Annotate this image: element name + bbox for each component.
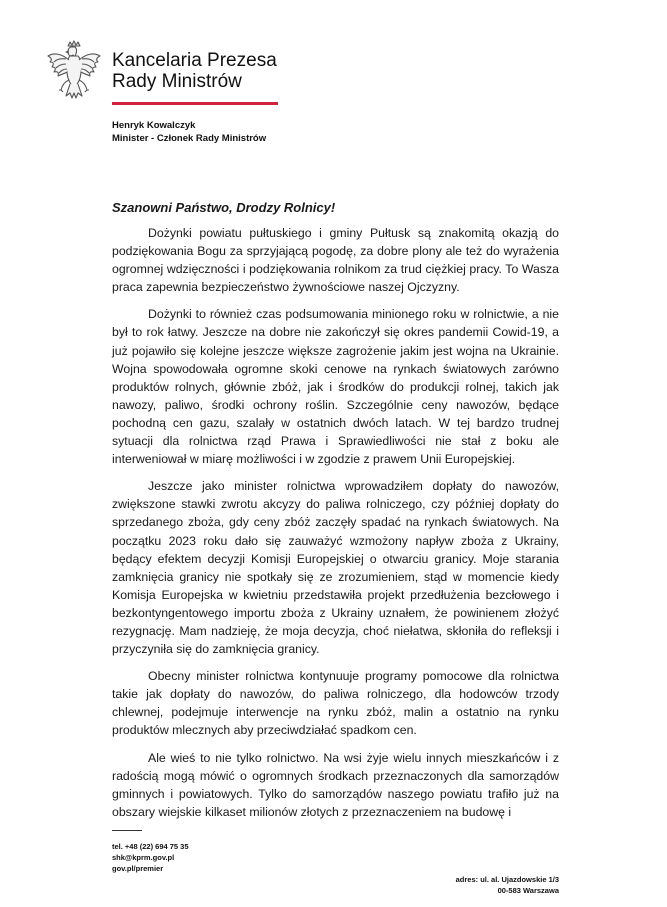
institution-line-1: Kancelaria Prezesa	[112, 50, 277, 71]
footer-address	[456, 874, 559, 896]
address-line-2: 00-583 Warszawa	[497, 886, 559, 895]
signer-name: Henryk Kowalczyk	[112, 120, 196, 131]
signer-block	[112, 119, 266, 145]
signer-title: Minister - Członek Rady Ministrów	[112, 133, 267, 144]
footer-divider	[112, 830, 142, 831]
paragraph-1: Dożynki powiatu pułtuskiego i gminy Pułtusk są znakomitą okazją do podziękowania Bogu za sprzyjającą pogodę, za dobre plony ale też do wyrażenia ogromnej wdzięczności i podziękowania rolnikom za trud ciężkiej pracy. To Wasza praca zapewnia bezpieczeństwo żywnościowe naszej Ojczyzny.	[112, 226, 559, 295]
paragraph-3: Jeszcze jako minister rolnictwa wprowadziłem dopłaty do nawozów, zwiększone stawki zwrotu akcyzy do paliwa rolniczego, czy później dopłaty do sprzedanego zboża, gdy ceny zbóż zaczęły spadać na rynkach światowych. Na początku 2023 roku dało się zauważyć wzmożony napływ zboża z Ukrainy, będący efektem decyzji Komisji Europejskiej o otwarciu granicy. Moje starania zamknięcia granicy nie spotkały się ze zrozumieniem, stąd w momencie kiedy Komisja Europejska w kwietniu przedstawiła projekt przedłużenia bezcłowego i bezkontyngentowego importu zboża z Ukrainy uznałem, że powinienem złożyć rezygnację. Mam nadzieję, że moja decyzja, choć niełatwa, skłoniła do refleksji i przyczyniła się do zamknięcia granicy.	[112, 479, 559, 657]
footer-phone: tel. +48 (22) 694 75 35	[112, 842, 189, 851]
footer-contact	[112, 841, 189, 874]
paragraph-2: Dożynki to również czas podsumowania minionego roku w rolnictwie, a nie był to rok łatwy. Jeszcze na dobre nie zakończył się okres pandemii Cowid-19, a już pojawiło się kolejne jeszcze większe zagrożenie jakim jest wojna na Ukrainie. Wojna spowodowała ogromne skoki cenowe na rynkach światowych zarówno produktów rolnych, głównie zbóż, jak i środków do produkcji rolnej, takich jak nawozy, paliwo, środki ochrony roślin. Szczególnie ceny nawozów, będące pochodną cen gazu, szalały w ostatnich dwóch latach. W tej bardzo trudnej sytuacji dla rolnictwa rząd Prawa i Sprawiedliwości nie stał z boku ale interweniował w miarę możliwości i w zgodzie z prawem Unii Europejskiej.	[112, 307, 559, 467]
address-line-1: adres: ul. al. Ujazdowskie 1/3	[455, 875, 559, 884]
paragraph-4: Obecny minister rolnictwa kontynuuje programy pomocowe dla rolnictwa takie jak dopłaty do nawozów, do paliwa rolniczego, dla hodowców trzody chlewnej, podejmuje interwencje na rynku zbóż, malin a ostatnio na rynku produktów mlecznych aby przeciwdziałać spadkom cen.	[112, 669, 559, 738]
institution-name	[112, 50, 277, 92]
header-accent-line	[112, 102, 278, 105]
letter-body	[112, 224, 559, 830]
institution-line-2: Rady Ministrów	[112, 71, 242, 92]
letter-salutation: Szanowni Państwo, Drodzy Rolnicy!	[112, 200, 336, 215]
paragraph-5: Ale wieś to nie tylko rolnictwo. Na wsi żyje wielu innych mieszkańców i z radością mogą mówić o ogromnych środkach przeznaczonych dla samorządów gminnych i powiatowych. Tylko do samorządów naszego powiatu trafiło już na obszary wiejskie kilkaset milionów złotych z przeznaczeniem na budowę i	[112, 750, 559, 819]
footer-email[interactable]: shk@kprm.gov.pl	[112, 853, 175, 862]
white-eagle-emblem-icon	[44, 40, 104, 104]
footer-website[interactable]: gov.pl/premier	[112, 864, 164, 873]
